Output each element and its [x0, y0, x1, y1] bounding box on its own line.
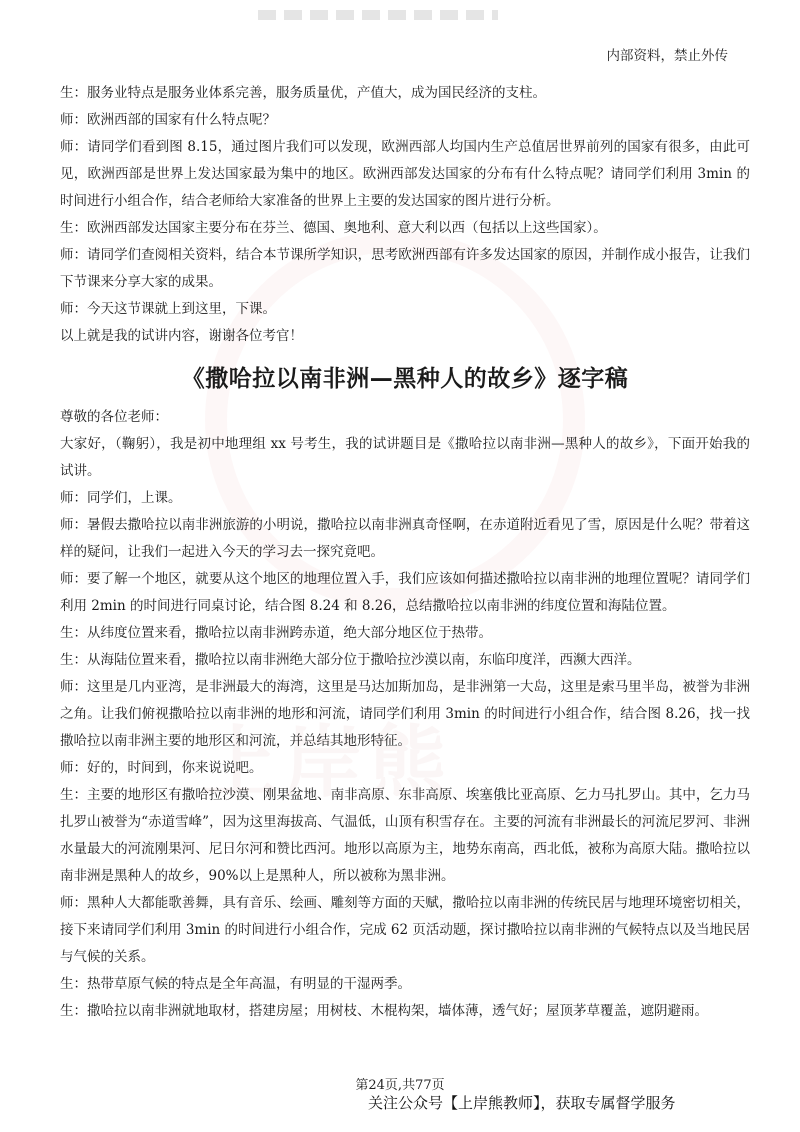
- paragraph: 师：今天这节课就上到这里，下课。: [60, 301, 276, 317]
- paragraph: 师：黑种人大都能歌善舞，具有音乐、绘画、雕刻等方面的天赋，撒哈拉以南非洲的传统民居与地理环境密切相关，接下来请同学们利用 3min 的时间进行小组合作，完成 62 页活动题，探讨撒哈拉以南非洲的气候特点以及当地民居与气候的关系。: [60, 895, 750, 965]
- paragraph: 师：请同学们查阅相关资料，结合本节课所学知识，思考欧洲西部有许多发达国家的原因，并制作成小报告，让我们下节课来分享大家的成果。: [60, 247, 750, 290]
- paragraph: 生：撒哈拉以南非洲就地取材，搭建房屋；用树枝、木棍构架，墙体薄，透气好；屋顶茅草覆盖，遮阴避雨。: [60, 1003, 708, 1019]
- top-cut-text-strip: [258, 10, 498, 20]
- paragraph: 生：热带草原气候的特点是全年高温，有明显的干湿两季。: [60, 976, 411, 992]
- paragraph: 生：从海陆位置来看，撒哈拉以南非洲绝大部分位于撒哈拉沙漠以南，东临印度洋，西濒大西洋。: [60, 652, 641, 668]
- paragraph: 生：主要的地形区有撒哈拉沙漠、刚果盆地、南非高原、东非高原、埃塞俄比亚高原、乞力马扎罗山。其中，乞力马扎罗山被誉为“赤道雪峰”，因为这里海拔高、气温低，山顶有积雪存在。主要的河流有非洲最长的河流尼罗河、非洲水量最大的河流刚果河、尼日尔河和赞比西河。地形以高原为主，地势东南高，西北低，被称为高原大陆。撒哈拉以南非洲是黑种人的故乡，90%以上是黑种人，所以被称为黑非洲。: [60, 787, 750, 884]
- paragraph: 以上就是我的试讲内容，谢谢各位考官！: [60, 328, 303, 344]
- section-title: 《撒哈拉以南非洲—黑种人的故乡》逐字稿: [181, 366, 629, 392]
- paragraph: 师：要了解一个地区，就要从这个地区的地理位置入手，我们应该如何描述撒哈拉以南非洲的地理位置呢？请同学们利用 2min 的时间进行同桌讨论，结合图 8.24 和 8.26，总结撒哈拉以南非洲的纬度位置和海陆位置。: [60, 571, 750, 614]
- paragraph: 师：欧洲西部的国家有什么特点呢？: [60, 112, 276, 128]
- paragraph: 师：暑假去撒哈拉以南非洲旅游的小明说，撒哈拉以南非洲真奇怪啊，在赤道附近看见了雪，原因是什么呢？带着这样的疑问，让我们一起进入今天的学习去一探究竟吧。: [60, 517, 750, 560]
- paragraph: 大家好，（鞠躬），我是初中地理组 xx 号考生，我的试讲题目是《撒哈拉以南非洲—黑种人的故乡》，下面开始我的试讲。: [60, 436, 750, 479]
- confidential-notice: 内部资料，禁止外传: [606, 48, 728, 64]
- paragraph: 尊敬的各位老师：: [60, 409, 168, 425]
- paragraph: 师：好的，时间到，你来说说吧。: [60, 760, 263, 776]
- paragraph: 生：服务业特点是服务业体系完善，服务质量优，产值大，成为国民经济的支柱。: [60, 85, 546, 101]
- paragraph: 师：同学们，上课。: [60, 490, 182, 506]
- follow-promo: 关注公众号【上岸熊教师】，获取专属督学服务: [368, 1094, 676, 1112]
- document-body: [60, 80, 750, 1025]
- paragraph: 师：这里是几内亚湾，是非洲最大的海湾，这里是马达加斯加岛，是非洲第一大岛，这里是索马里半岛，被誉为非洲之角。让我们俯视撒哈拉以南非洲的地形和河流，请同学们利用 3min 的时间进行小组合作，结合图 8.26，找一找撒哈拉以南非洲主要的地形区和河流，并总结其地形特征。: [60, 679, 750, 749]
- page-number: 第24页,共77页: [355, 1078, 445, 1093]
- paragraph: 师：请同学们看到图 8.15，通过图片我们可以发现，欧洲西部人均国内生产总值居世界前列的国家有很多，由此可见，欧洲西部是世界上发达国家最为集中的地区。欧洲西部发达国家的分布有什么特点呢？请同学们利用 3min 的时间进行小组合作，结合老师给大家准备的世界上主要的发达国家的图片进行分析。: [60, 139, 750, 209]
- paragraph: 生：从纬度位置来看，撒哈拉以南非洲跨赤道，绝大部分地区位于热带。: [60, 625, 492, 641]
- paragraph: 生：欧洲西部发达国家主要分布在芬兰、德国、奥地利、意大利以西（包括以上这些国家）。: [60, 220, 607, 236]
